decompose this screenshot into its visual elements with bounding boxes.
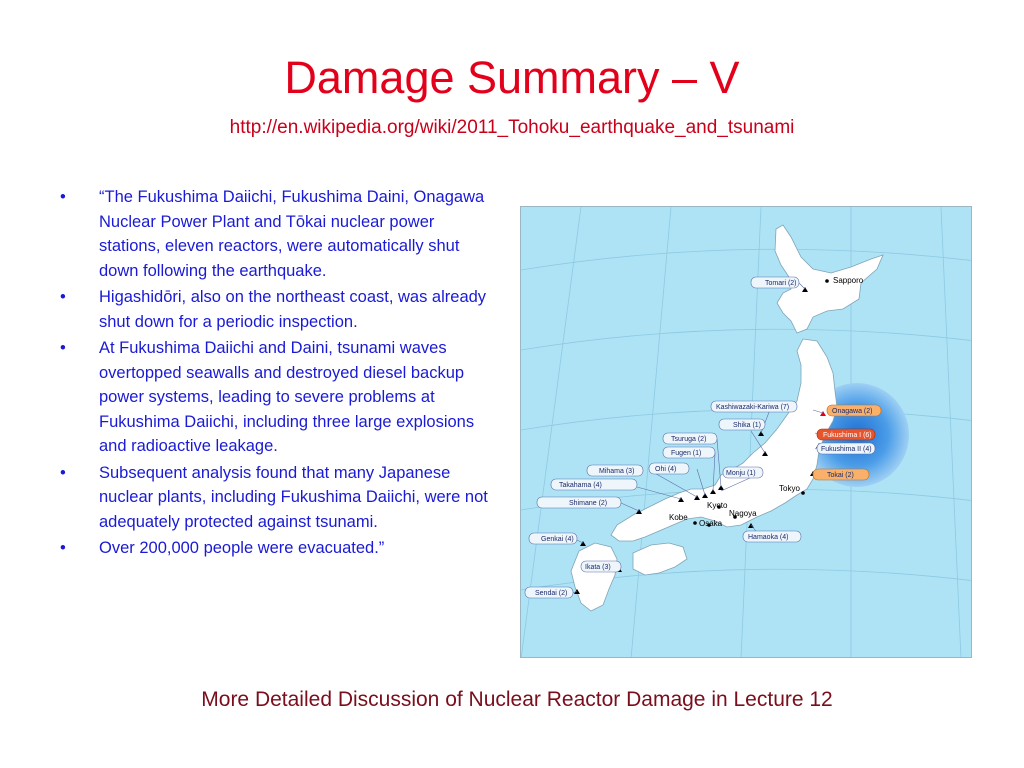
plant-label-ikata: [581, 561, 621, 572]
city-kobe: Kobe: [669, 513, 688, 522]
svg-text:Sendai (2): Sendai (2): [535, 590, 568, 597]
city-kyoto: Kyoto: [707, 501, 728, 510]
plant-label-hamaoka: [743, 531, 801, 542]
bullet-text: “The Fukushima Daiichi, Fukushima Daini, Onagawa Nuclear Power Plant and Tōkai nuclear power stations, eleven reactors, were automatically shut down following the earthquake.: [99, 188, 485, 280]
plant-label-kashiwazaki: [711, 401, 797, 412]
plant-label-takahama: [551, 479, 637, 490]
plant-label-shika: [719, 419, 765, 430]
bullet-item: [60, 285, 490, 334]
plant-label-shimane: [537, 497, 621, 508]
svg-text:Shimane (2): Shimane (2): [569, 500, 608, 507]
bullet-item: [60, 461, 490, 535]
plant-label-tsuruga: [663, 433, 717, 444]
plant-label-fugen: [663, 447, 715, 458]
bullet-symbol: •: [60, 539, 66, 557]
plant-label-monju: [723, 467, 763, 478]
svg-text:Fukushima II (4): Fukushima II (4): [821, 446, 872, 453]
slide-title: Damage Summary – V: [284, 52, 740, 103]
plant-label-tokai: [813, 469, 869, 480]
plant-label-fukushima-ii: [817, 443, 875, 454]
plant-label-ohi: [649, 463, 689, 474]
plant-label-genkai: [529, 533, 577, 544]
svg-text:Tokai (2): Tokai (2): [827, 472, 854, 479]
plant-label-sendai: [525, 587, 573, 598]
city-sapporo: Sapporo: [833, 276, 864, 285]
bullet-item: [60, 536, 490, 561]
japan-nuclear-plants-map: [520, 206, 972, 658]
map-svg: [521, 207, 972, 658]
svg-text:Monju (1): Monju (1): [726, 470, 756, 477]
bullet-text: Higashidōri, also on the northeast coast, was already shut down for a periodic inspection.: [99, 288, 487, 331]
lecture-note: More Detailed Discussion of Nuclear Reactor Damage in Lecture 12: [201, 688, 833, 711]
city-osaka: Osaka: [699, 519, 723, 528]
bullet-text: At Fukushima Daiichi and Daini, tsunami waves overtopped seawalls and destroyed diesel backup power systems, leading to severe problems at Fukushima Daiichi, including three large explosions and radioactive leakage.: [99, 339, 475, 455]
city-nagoya: Nagoya: [729, 509, 757, 518]
bullet-text: Over 200,000 people were evacuated.”: [99, 539, 385, 557]
bullet-list: [60, 185, 490, 563]
bullet-symbol: •: [60, 339, 66, 357]
svg-text:Ohi (4): Ohi (4): [655, 466, 677, 473]
plant-label-onagawa: [827, 405, 881, 416]
svg-text:Tomari (2): Tomari (2): [765, 280, 797, 287]
svg-text:Fukushima I (6): Fukushima I (6): [823, 432, 872, 439]
svg-text:Genkai (4): Genkai (4): [541, 536, 574, 543]
svg-text:Onagawa (2): Onagawa (2): [832, 408, 873, 415]
bullet-symbol: •: [60, 288, 66, 306]
svg-text:Kashiwazaki-Kariwa (7): Kashiwazaki-Kariwa (7): [716, 404, 790, 411]
svg-text:Fugen (1): Fugen (1): [671, 450, 702, 457]
svg-text:Hamaoka (4): Hamaoka (4): [748, 534, 789, 541]
bullet-symbol: •: [60, 463, 66, 482]
bullet-item: [60, 185, 490, 283]
svg-text:Mihama (3): Mihama (3): [599, 468, 635, 475]
plant-label-tomari: [751, 277, 799, 288]
plant-label-fukushima-i: [817, 429, 875, 440]
bullet-item: [60, 336, 490, 459]
svg-text:Takahama (4): Takahama (4): [559, 482, 602, 489]
svg-text:Shika (1): Shika (1): [733, 422, 762, 429]
source-url[interactable]: http://en.wikipedia.org/wiki/2011_Tohoku_earthquake_and_tsunami: [229, 117, 795, 138]
bullet-symbol: •: [60, 188, 66, 206]
svg-text:Tsuruga (2): Tsuruga (2): [671, 436, 707, 443]
city-tokyo: Tokyo: [779, 484, 800, 493]
svg-text:Ikata (3): Ikata (3): [585, 564, 611, 571]
bullet-text: Subsequent analysis found that many Japanese nuclear plants, including Fukushima Daiichi, were not adequately protected against tsunami.: [99, 463, 488, 531]
plant-label-mihama: [587, 465, 643, 476]
